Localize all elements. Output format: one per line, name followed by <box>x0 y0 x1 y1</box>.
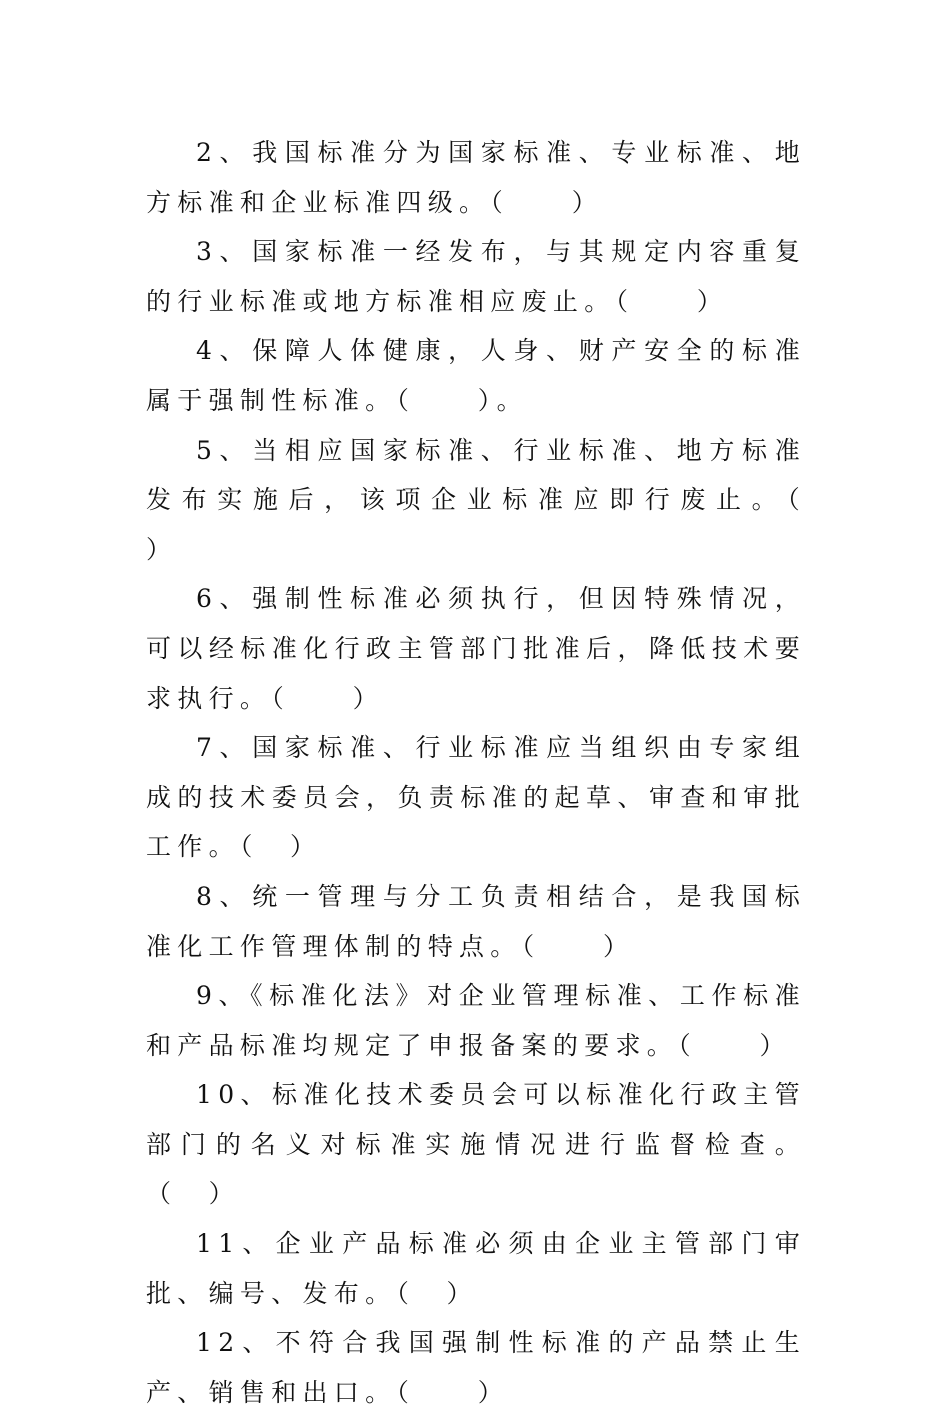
question-11: 11、企业产品标准必须由企业主管部门审批、编号、发布。（ ） <box>146 1229 806 1308</box>
question-2: 2、我国标准分为国家标准、专业标准、地方标准和企业标准四级。（ ） <box>146 138 806 217</box>
question-9: 9、《标准化法》对企业管理标准、工作标准和产品标准均规定了申报备案的要求。（ ） <box>146 981 806 1060</box>
question-10: 10、标准化技术委员会可以标准化行政主管部门的名义对标准实施情况进行监督检查。（ ） <box>146 1080 806 1209</box>
question-4: 4、保障人体健康，人身、财产安全的标准属于强制性标准。（ ）。 <box>146 336 806 415</box>
question-6: 6、强制性标准必须执行，但因特殊情况，可以经标准化行政主管部门批准后，降低技术要求执行。（ ） <box>146 584 806 713</box>
question-8: 8、统一管理与分工负责相结合，是我国标准化工作管理体制的特点。（ ） <box>146 881 806 961</box>
question-12: 12、不符合我国强制性标准的产品禁止生产、销售和出口。（ ） <box>146 1328 806 1407</box>
question-7: 7、国家标准、行业标准应当组织由专家组成的技术委员会，负责标准的起草、审查和审批工作。（ ） <box>146 733 806 862</box>
question-5: 5、当相应国家标准、行业标准、地方标准发布实施后，该项企业标准应即行废止。（ ） <box>146 435 869 564</box>
question-list <box>146 128 869 1417</box>
question-3: 3、国家标准一经发布，与其规定内容重复的行业标准或地方标准相应废止。（ ） <box>146 237 806 316</box>
